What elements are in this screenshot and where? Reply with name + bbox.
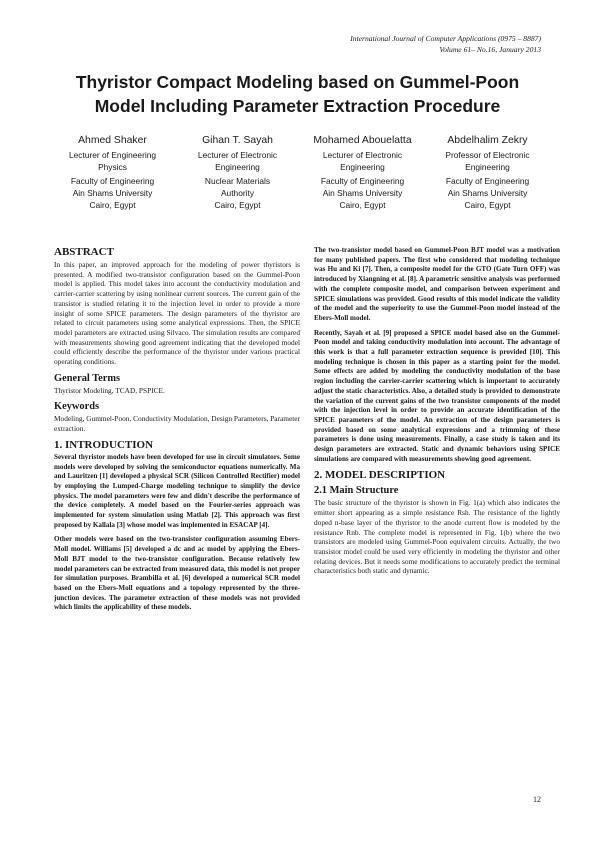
page-number: 12 [533, 795, 541, 804]
author-affiliation: Physics [98, 162, 127, 172]
paragraph: Several thyristor models have been developed for use in circuit simulators. Some models were developed by solving the semiconductor equations numerically. Ma and Lauritzen [1] developed a physical SCR (Silicon Controlled Rectifier) model by employing the Lumped-Charge modeling technique to simplify the device physics. The model parameters were few and didn't describe the performance of the device completely. A model based on the Fourier-series approach was implemented for system simulation using Matlab [2]. This approach was first proposed by Kallala [3] whose model was implemented in ESACAP [4]. [54, 452, 300, 529]
general-terms-text: Thyristor Modeling, TCAD, PSPICE. [54, 385, 165, 395]
keywords-text: Modeling, Gummel-Poon, Conductivity Modulation, Design Parameters, Parameter extraction. [54, 414, 300, 434]
introduction-heading: 1. INTRODUCTION [54, 438, 154, 451]
paragraph: The basic structure of the thyristor is shown in Fig. 1(a) which also indicates the emitter short appearing as a simple resistance Rsh. The resistance of the lightly doped n-base layer of the thyristor to the anode current flow is modeled by the resistance Rnb. The complete model is represented in Fig. 1(b) where the two transistors are modeled using Gummel-Poon equivalent circuits. Actually, the two transistor model could be used very efficiently in modeling the thyristor and other relating devices. But it needs some modifications to accurately predict the terminal characteristics both static and dynamic. [314, 498, 560, 576]
title-line-2: Model Including Parameter Extraction Procedure [94, 96, 501, 116]
paragraph: The two-transistor model based on Gummel-Poon BJT model was a motivation for many published papers. The first who considered that modeling technique was Hu and Ki [7]. Then, a composite model for the GTO (Gate Turn OFF) was introduced by Xiangning et al. [8]. A parametric sensitive analysis was performed with the complete composite model, and comparison between experiment and SPICE simulations was provided. Good results of this model indicate the validity of the model and the superiority to use the Gummel-Poon model instead of the Ebers-Moll model. [314, 246, 560, 322]
abstract-text: In this paper, an improved approach for the modeling of power thyristors is presented. A modified two-transistor configuration based on the Gummel-Poon model is applied. This model takes into account the conductivity modulation and carrier-carrier scattering by using nonlinear current sources. The current gain of the transistor is studied relating it to the injection level in order to provide a more insight of some SPICE parameters. The design parameters of the thyristor are related to circuit parameters using some analytical expressions. Then, the SPICE model parameters are extracted using Silvaco. The simulation results are compared with measurements showing good agreement indicating that the developed model could efficiently describe the performance of the thyristor under various practical operating conditions. [54, 260, 300, 367]
author-affiliation: Faculty of Engineering [320, 176, 405, 186]
general-terms-heading: General Terms [54, 372, 121, 384]
author-affiliation: Engineering [465, 162, 510, 172]
paragraph: Other models were based on the two-transistor configuration assuming Ebers-Moll model. Williams [5] developed a dc and ac model by applying the Ebers-Moll BJT model to the two-transistor configuration. Because relatively few model parameters can be extracted from measured data, this model is not proper for simulation purposes. Brambilla et al. [6] developed a numerical SCR model based on the Ebers-Moll equations and a topology represented by the three-junction devices. The parameter extraction of these models was not provided which limits the applicability of these models. [54, 535, 300, 612]
paper-title [40, 70, 555, 118]
author-affiliation: Professor of Electronic [445, 150, 530, 160]
keywords-heading: Keywords [54, 401, 100, 413]
author-affiliation: Engineering [340, 162, 385, 172]
author-affiliation: Lecturer of Electronic [322, 150, 403, 160]
author-affiliation: Faculty of Engineering [445, 176, 530, 186]
author-3 [300, 134, 425, 211]
author-affiliation: Lecturer of Electronic [197, 150, 278, 160]
author-affiliation: Faculty of Engineering [70, 176, 155, 186]
author-name: Ahmed Shaker [78, 135, 147, 146]
author-affiliation: Ain Shams University [447, 188, 528, 198]
author-location: Cairo, Egypt [464, 200, 511, 210]
author-affiliation: Nuclear Materials [204, 176, 271, 186]
journal-volume: Volume 61– No.16, January 2013 [439, 45, 541, 54]
author-location: Cairo, Egypt [214, 200, 261, 210]
author-location: Cairo, Egypt [89, 200, 136, 210]
author-affiliation: Lecturer of Engineering [68, 150, 157, 160]
author-affiliation: Ain Shams University [322, 188, 403, 198]
author-name: Mohamed Abouelatta [313, 135, 412, 146]
right-column [314, 246, 560, 581]
title-line-1: Thyristor Compact Modeling based on Gummel-Poon [75, 72, 520, 92]
author-location: Cairo, Egypt [339, 200, 386, 210]
paragraph: Recently, Sayah et al. [9] proposed a SPICE model based also on the Gummel-Poon model and taking conductivity modulation into account. The advantage of this work is that a full parameter extraction sequence is provided [10]. This modeling technique is chosen in this paper as a starting point for the model. Some effects are added by modeling the conductivity modulation of the base region including the carrier-carrier scattering which is important to accurately adjust the static characteristics. Also, a detailed study is provided to demonstrate the variation of the current gains of the two transistor components of the model with the injection level in order to provide an accurate identification of the SPICE parameters of the model. An extraction of the design parameters is provided based on some analytical expressions and a trimming of these parameters is done using measurements. Finally, a case study is taken and its design parameters are extracted. Static and dynamic behaviors using SPICE simulations are compared with measurements showing good agreement. [314, 328, 560, 463]
author-affiliation: Engineering [215, 162, 260, 172]
author-affiliation: Ain Shams University [72, 188, 153, 198]
author-2 [175, 134, 300, 211]
left-column [54, 246, 300, 618]
abstract-heading: ABSTRACT [54, 246, 114, 258]
author-block [50, 134, 550, 211]
model-description-heading: 2. MODEL DESCRIPTION [314, 469, 446, 482]
author-affiliation: Authority [220, 188, 255, 198]
journal-header [350, 33, 541, 55]
author-name: Abdelhalim Zekry [447, 135, 528, 146]
author-4 [425, 134, 550, 211]
author-name: Gihan T. Sayah [202, 135, 273, 146]
main-structure-heading: 2.1 Main Structure [314, 485, 399, 497]
author-1 [50, 134, 175, 211]
journal-name: International Journal of Computer Applications (0975 – 8887) [350, 34, 541, 43]
